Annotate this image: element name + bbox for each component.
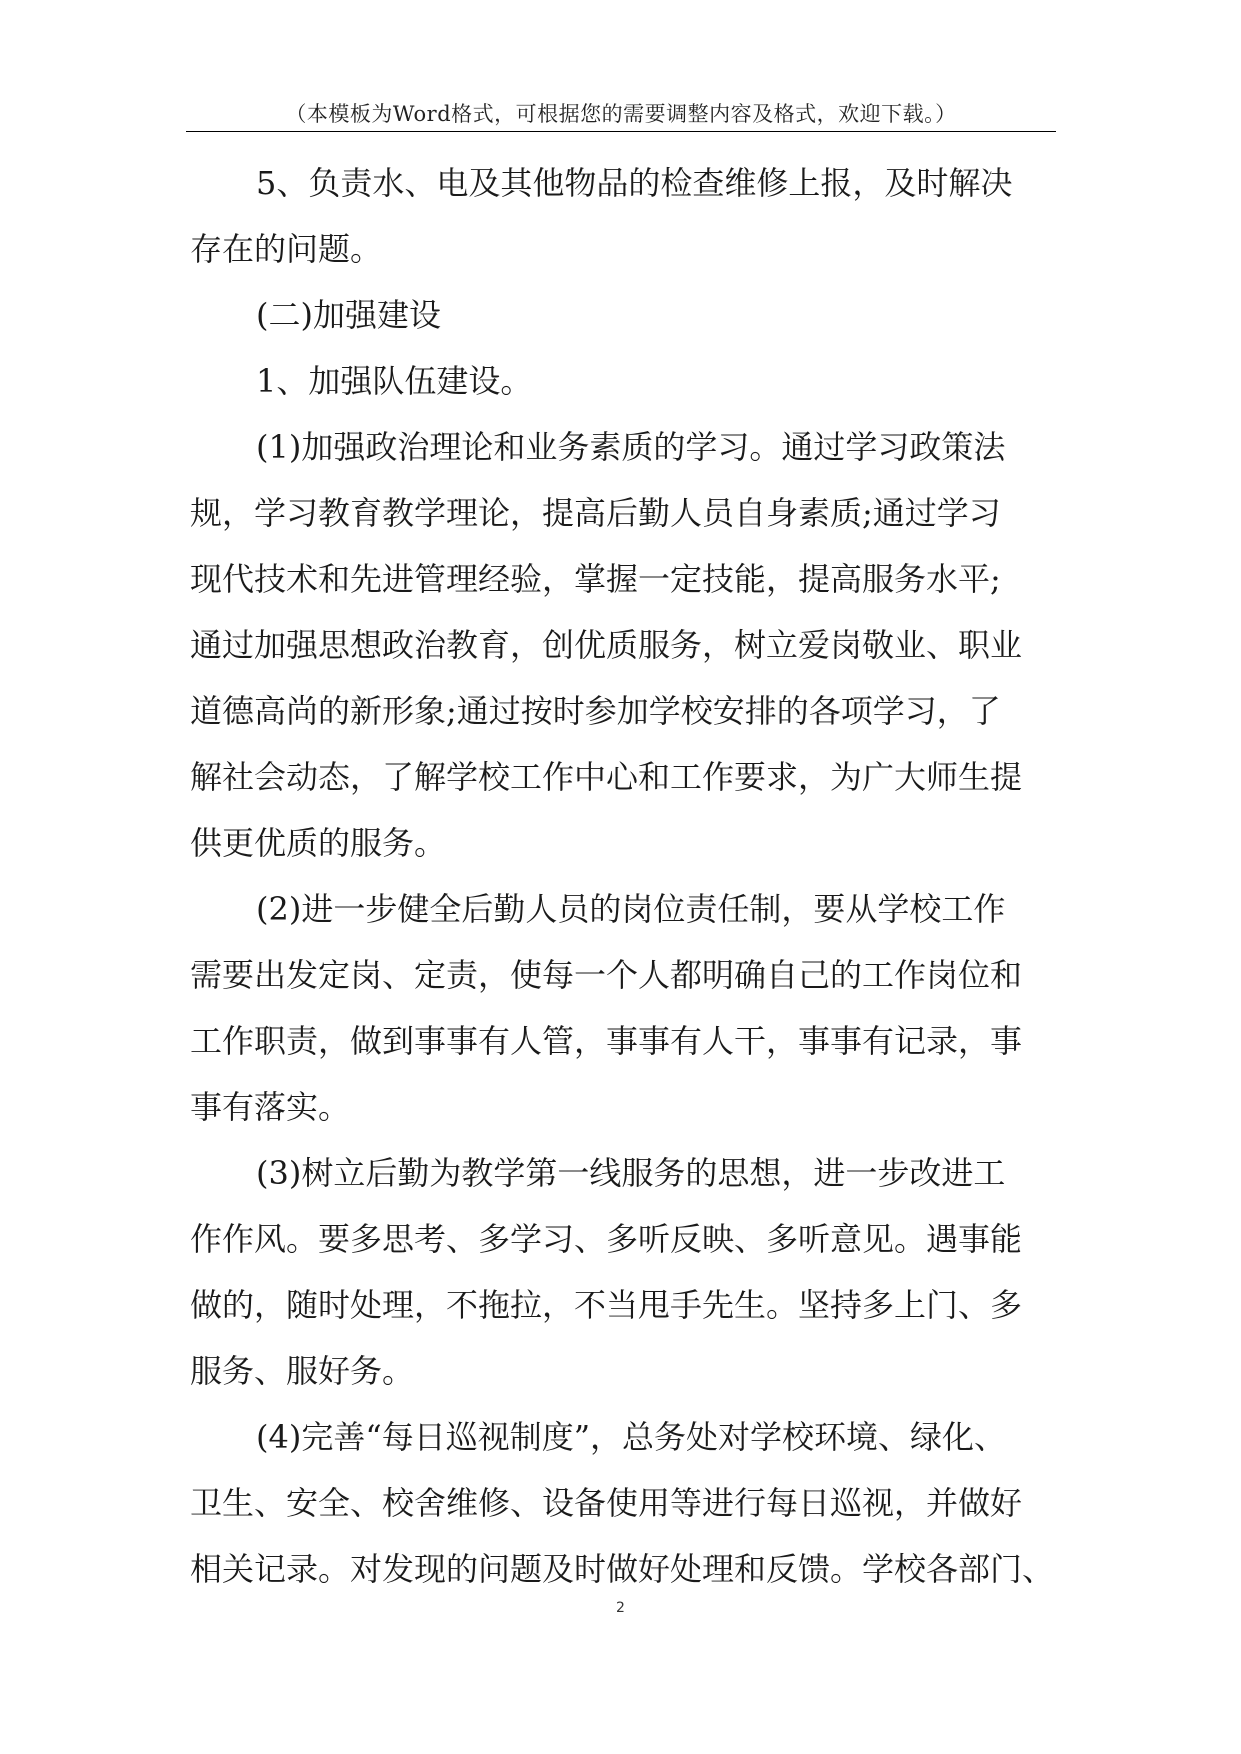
page-number: 2 (616, 1600, 625, 1616)
paragraph-line: (2)进一步健全后勤人员的岗位责任制，要从学校工作 (256, 890, 1006, 928)
paragraph-line: 卫生、安全、校舍维修、设备使用等进行每日巡视，并做好 (190, 1484, 1023, 1522)
paragraph-line: 5、负责水、电及其他物品的检查维修上报，及时解决 (256, 164, 1013, 202)
paragraph-line: 作作风。要多思考、多学习、多听反映、多听意见。遇事能 (190, 1220, 1023, 1258)
paragraph-line: 做的，随时处理，不拖拉，不当甩手先生。坚持多上门、多 (190, 1286, 1023, 1324)
paragraph-line: 存在的问题。 (190, 230, 383, 268)
paragraph-line: 解社会动态，了解学校工作中心和工作要求，为广大师生提 (190, 758, 1023, 796)
paragraph-line: 事有落实。 (190, 1088, 351, 1126)
paragraph-line: (1)加强政治理论和业务素质的学习。通过学习政策法 (256, 428, 1006, 466)
paragraph-line: 通过加强思想政治教育，创优质服务，树立爱岗敬业、职业 (190, 626, 1023, 664)
header-divider (186, 131, 1056, 132)
paragraph-line: 需要出发定岗、定责，使每一个人都明确自己的工作岗位和 (190, 956, 1023, 994)
paragraph-line: 道德高尚的新形象;通过按时参加学校安排的各项学习，了 (190, 692, 1001, 730)
paragraph-line: 相关记录。对发现的问题及时做好处理和反馈。学校各部门、 (190, 1550, 1055, 1588)
paragraph-line: (3)树立后勤为教学第一线服务的思想，进一步改进工 (256, 1154, 1006, 1192)
paragraph-line: 供更优质的服务。 (190, 824, 447, 862)
paragraph-line: 工作职责，做到事事有人管，事事有人干，事事有记录，事 (190, 1022, 1023, 1060)
subsection-heading: 1、加强队伍建设。 (256, 362, 533, 400)
paragraph-line: 服务、服好务。 (190, 1352, 415, 1390)
paragraph-line: (4)完善“每日巡视制度”，总务处对学校环境、绿化、 (256, 1418, 1007, 1456)
paragraph-line: 规，学习教育教学理论，提高后勤人员自身素质;通过学习 (190, 494, 1001, 532)
section-heading: (二)加强建设 (256, 296, 441, 334)
template-note: （本模板为Word格式，可根据您的需要调整内容及格式，欢迎下载。） (285, 102, 957, 126)
paragraph-line: 现代技术和先进管理经验，掌握一定技能，提高服务水平; (190, 560, 1001, 598)
